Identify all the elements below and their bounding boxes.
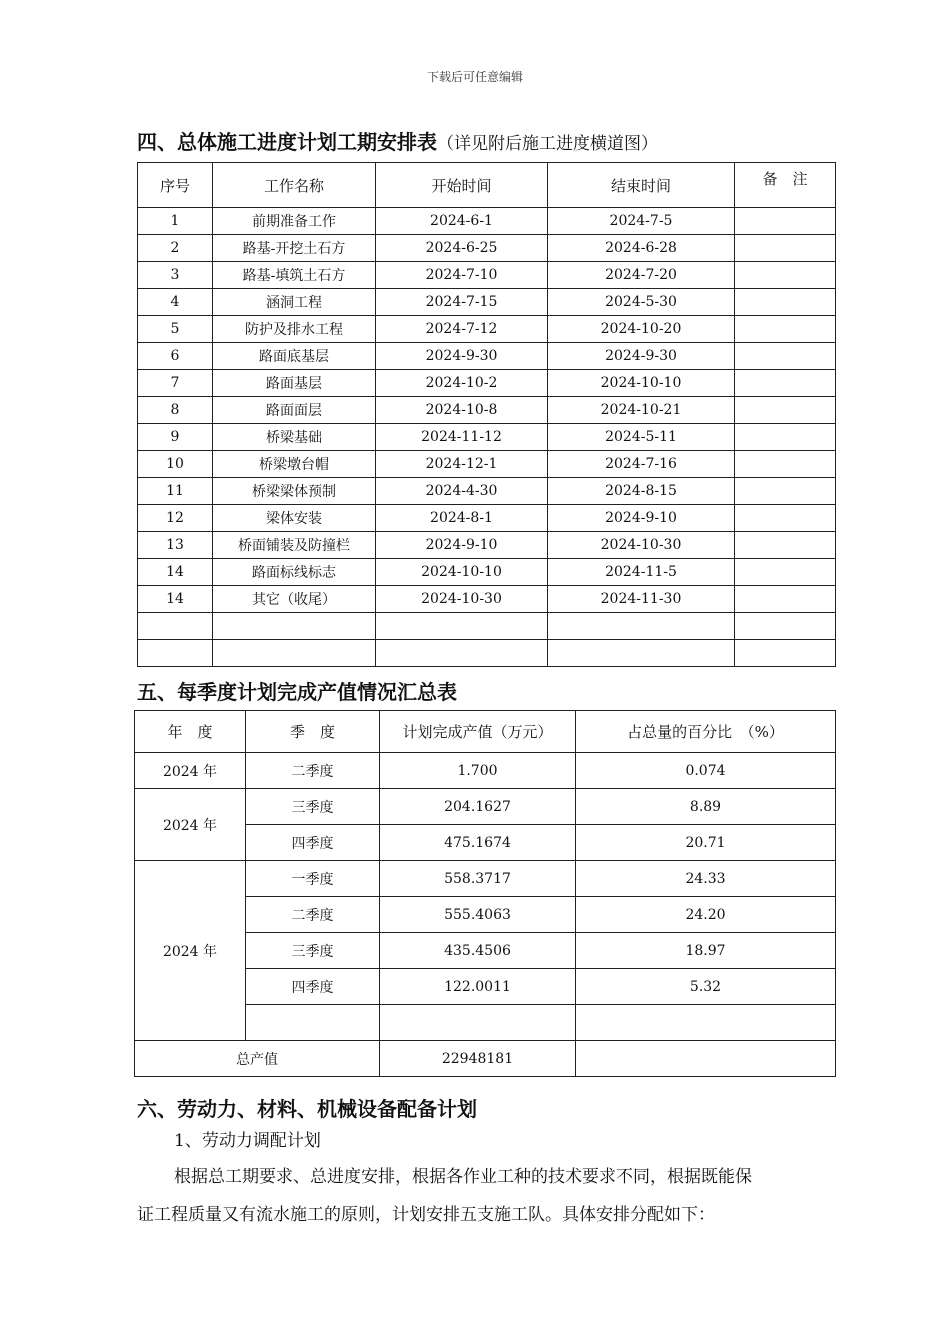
total-value: 22948181: [380, 1041, 576, 1077]
cell-index: 9: [138, 424, 213, 451]
cell-start: 2024-8-1: [376, 505, 548, 532]
cell-year: 2024 年: [135, 861, 246, 1041]
cell-index: [138, 613, 213, 640]
cell-index: 13: [138, 532, 213, 559]
section4-heading: [137, 126, 658, 155]
cell-end: 2024-11-5: [548, 559, 735, 586]
cell-planned-value: 1.700: [380, 753, 576, 789]
cell-index: 1: [138, 208, 213, 235]
cell-start: [376, 613, 548, 640]
cell-remark: [735, 532, 836, 559]
cell-index: [138, 640, 213, 667]
cell-end: 2024-9-10: [548, 505, 735, 532]
cell-planned-value: 204.1627: [380, 789, 576, 825]
cell-index: 12: [138, 505, 213, 532]
schedule-row: [138, 451, 836, 478]
header-cell-end: 结束时间: [548, 163, 735, 208]
cell-end: 2024-7-20: [548, 262, 735, 289]
cell-start: 2024-10-8: [376, 397, 548, 424]
schedule-row: [138, 208, 836, 235]
cell-task: 桥面铺装及防撞栏: [213, 532, 376, 559]
output-row: [135, 789, 836, 825]
cell-remark: [735, 343, 836, 370]
cell-end: [548, 640, 735, 667]
cell-quarter: 四季度: [246, 969, 380, 1005]
cell-quarter: 三季度: [246, 789, 380, 825]
cell-quarter: 二季度: [246, 897, 380, 933]
header-cell-quarter: 季 度: [246, 711, 380, 753]
schedule-row: [138, 586, 836, 613]
cell-percent: 18.97: [576, 933, 836, 969]
cell-task: 路基-填筑土石方: [213, 262, 376, 289]
cell-remark: [735, 451, 836, 478]
schedule-row: [138, 370, 836, 397]
output-header-row: [135, 711, 836, 753]
cell-start: 2024-10-30: [376, 586, 548, 613]
cell-start: 2024-11-12: [376, 424, 548, 451]
cell-task: 前期准备工作: [213, 208, 376, 235]
cell-task: 其它（收尾）: [213, 586, 376, 613]
output-row: [135, 861, 836, 897]
cell-start: 2024-9-30: [376, 343, 548, 370]
schedule-row: [138, 316, 836, 343]
cell-planned-value: 122.0011: [380, 969, 576, 1005]
cell-end: 2024-10-10: [548, 370, 735, 397]
schedule-row: [138, 640, 836, 667]
cell-end: 2024-10-20: [548, 316, 735, 343]
schedule-header-row: [138, 163, 836, 208]
cell-quarter: 二季度: [246, 753, 380, 789]
cell-task: 防护及排水工程: [213, 316, 376, 343]
cell-start: 2024-10-10: [376, 559, 548, 586]
cell-remark: [735, 424, 836, 451]
total-label: 总产值: [135, 1041, 380, 1077]
cell-remark: [735, 370, 836, 397]
cell-start: 2024-6-1: [376, 208, 548, 235]
cell-year: 2024 年: [135, 789, 246, 861]
cell-task: 路面底基层: [213, 343, 376, 370]
cell-start: 2024-9-10: [376, 532, 548, 559]
header-cell-remark: 备 注: [735, 163, 836, 208]
cell-remark: [735, 586, 836, 613]
cell-remark: [735, 559, 836, 586]
total-percent: [576, 1041, 836, 1077]
cell-end: 2024-5-11: [548, 424, 735, 451]
cell-task: [213, 640, 376, 667]
cell-task: 路面标线标志: [213, 559, 376, 586]
schedule-row: [138, 397, 836, 424]
schedule-row: [138, 289, 836, 316]
cell-index: 10: [138, 451, 213, 478]
cell-start: 2024-7-12: [376, 316, 548, 343]
cell-remark: [735, 262, 836, 289]
cell-remark: [735, 208, 836, 235]
total-row: [135, 1041, 836, 1077]
cell-task: 路基-开挖土石方: [213, 235, 376, 262]
cell-task: 桥梁基础: [213, 424, 376, 451]
cell-end: 2024-10-30: [548, 532, 735, 559]
cell-index: 5: [138, 316, 213, 343]
cell-percent: [576, 1005, 836, 1041]
paragraph-line-1: 根据总工期要求、总进度安排，根据各作业工种的技术要求不同，根据既能保: [174, 1167, 752, 1187]
cell-remark: [735, 640, 836, 667]
cell-remark: [735, 505, 836, 532]
cell-planned-value: [380, 1005, 576, 1041]
cell-percent: 20.71: [576, 825, 836, 861]
cell-start: 2024-6-25: [376, 235, 548, 262]
cell-start: 2024-7-15: [376, 289, 548, 316]
cell-remark: [735, 478, 836, 505]
cell-task: 路面面层: [213, 397, 376, 424]
header-cell-index: 序号: [138, 163, 213, 208]
cell-index: 3: [138, 262, 213, 289]
cell-task: 涵洞工程: [213, 289, 376, 316]
cell-remark: [735, 397, 836, 424]
cell-percent: 24.20: [576, 897, 836, 933]
schedule-row: [138, 478, 836, 505]
cell-quarter: 三季度: [246, 933, 380, 969]
cell-index: 14: [138, 586, 213, 613]
cell-planned-value: 435.4506: [380, 933, 576, 969]
section4-title: 四、总体施工进度计划工期安排表: [137, 130, 437, 154]
cell-percent: 24.33: [576, 861, 836, 897]
cell-end: 2024-10-21: [548, 397, 735, 424]
schedule-row: [138, 532, 836, 559]
schedule-row: [138, 613, 836, 640]
section4-note: （详见附后施工进度横道图）: [437, 134, 658, 154]
cell-planned-value: 475.1674: [380, 825, 576, 861]
cell-index: 14: [138, 559, 213, 586]
cell-percent: 8.89: [576, 789, 836, 825]
cell-end: 2024-5-30: [548, 289, 735, 316]
cell-task: 桥梁墩台帽: [213, 451, 376, 478]
cell-task: 路面基层: [213, 370, 376, 397]
cell-end: 2024-6-28: [548, 235, 735, 262]
output-table-body: [135, 753, 836, 1077]
output-value-table: [134, 710, 836, 1077]
cell-index: 7: [138, 370, 213, 397]
schedule-row: [138, 559, 836, 586]
header-cell-year: 年 度: [135, 711, 246, 753]
cell-index: 6: [138, 343, 213, 370]
schedule-row: [138, 505, 836, 532]
cell-end: 2024-7-16: [548, 451, 735, 478]
schedule-table: [137, 162, 836, 667]
cell-end: 2024-8-15: [548, 478, 735, 505]
subsection-labor-plan: 1、劳动力调配计划: [174, 1131, 321, 1151]
schedule-row: [138, 424, 836, 451]
output-row: [135, 753, 836, 789]
cell-remark: [735, 316, 836, 343]
header-cell-start: 开始时间: [376, 163, 548, 208]
cell-planned-value: 555.4063: [380, 897, 576, 933]
cell-start: [376, 640, 548, 667]
cell-index: 8: [138, 397, 213, 424]
cell-planned-value: 558.3717: [380, 861, 576, 897]
cell-start: 2024-10-2: [376, 370, 548, 397]
cell-end: 2024-7-5: [548, 208, 735, 235]
section5-title: 五、每季度计划完成产值情况汇总表: [137, 680, 457, 704]
cell-task: 桥梁梁体预制: [213, 478, 376, 505]
schedule-row: [138, 262, 836, 289]
header-cell-task: 工作名称: [213, 163, 376, 208]
cell-index: 4: [138, 289, 213, 316]
cell-task: 梁体安装: [213, 505, 376, 532]
cell-index: 11: [138, 478, 213, 505]
cell-end: 2024-11-30: [548, 586, 735, 613]
header-cell-percent: 占总量的百分比 （%）: [576, 711, 836, 753]
cell-remark: [735, 235, 836, 262]
section6-title: 六、劳动力、材料、机械设备配备计划: [137, 1097, 477, 1121]
cell-end: 2024-9-30: [548, 343, 735, 370]
cell-start: 2024-7-10: [376, 262, 548, 289]
cell-year: 2024 年: [135, 753, 246, 789]
cell-quarter: 一季度: [246, 861, 380, 897]
cell-quarter: [246, 1005, 380, 1041]
cell-percent: 5.32: [576, 969, 836, 1005]
cell-quarter: 四季度: [246, 825, 380, 861]
schedule-table-body: [138, 208, 836, 667]
cell-index: 2: [138, 235, 213, 262]
schedule-row: [138, 235, 836, 262]
schedule-row: [138, 343, 836, 370]
watermark-text: 下载后可任意编辑: [426, 70, 523, 84]
cell-task: [213, 613, 376, 640]
cell-percent: 0.074: [576, 753, 836, 789]
cell-remark: [735, 289, 836, 316]
header-cell-planned-value: 计划完成产值（万元）: [380, 711, 576, 753]
cell-start: 2024-12-1: [376, 451, 548, 478]
cell-remark: [735, 613, 836, 640]
paragraph-line-2: 证工程质量又有流水施工的原则，计划安排五支施工队。具体安排分配如下：: [137, 1205, 715, 1225]
cell-start: 2024-4-30: [376, 478, 548, 505]
cell-end: [548, 613, 735, 640]
